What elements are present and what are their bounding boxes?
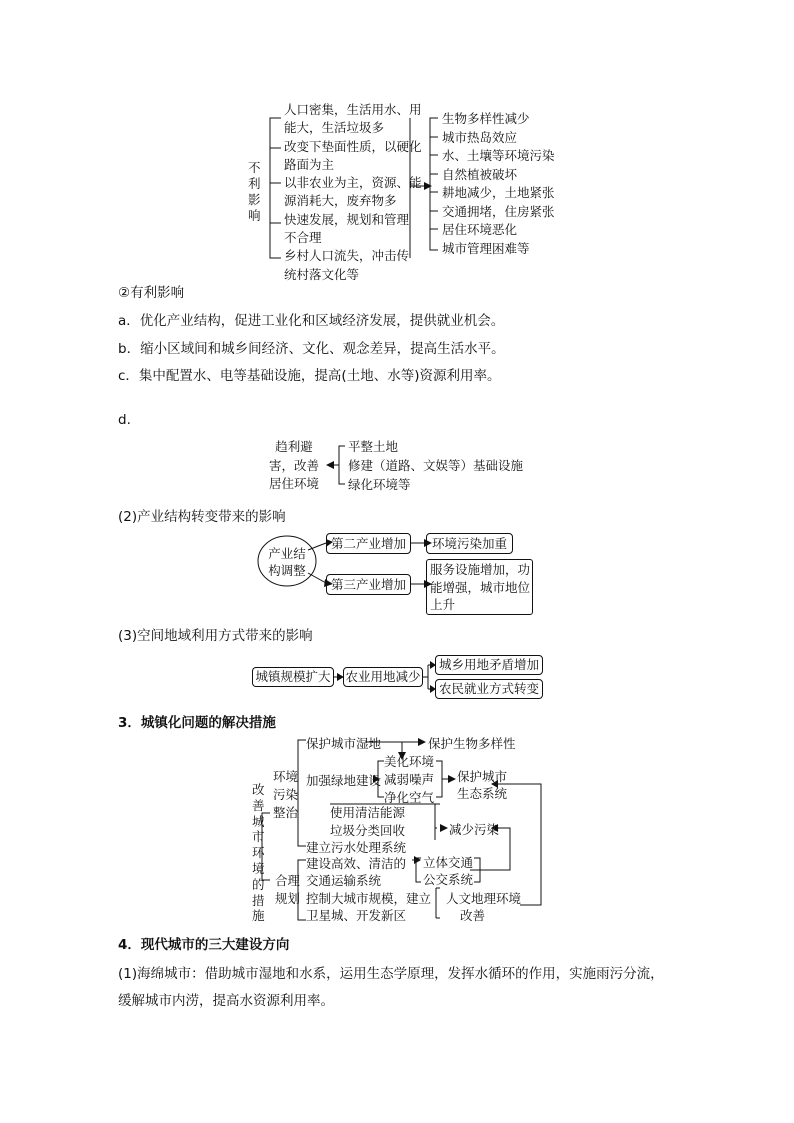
secondary-industry-box: 第二产业增加 (326, 533, 411, 554)
green-effects: 美化环境 减弱噪声 净化空气 (384, 754, 435, 805)
green-text: 加强绿地建设 (306, 773, 382, 788)
measures-root: 改 善 城 市 环 境 的 措 施 (252, 782, 265, 924)
modern-heading: 4．现代城市的三大建设方向 (118, 937, 290, 953)
positive-item-c: c．集中配置水、电等基础设施，提高(土地、水等)资源利用率。 (118, 368, 501, 384)
d-right-text: 平整土地 修建（道路、文娱等）基础设施 绿化环境等 (348, 439, 524, 492)
positive-item-b: b．缩小区域间和城乡间经济、文化、观念差异，提高生活水平。 (118, 341, 505, 357)
clean-texts: 使用清洁能源 垃圾分类回收 (330, 805, 406, 838)
city-control-text: 控制大城市规模，建立 卫星城、开发新区 (306, 891, 432, 923)
positive-heading: ②有利影响 (118, 285, 185, 301)
traffic-types: 立体交通 公交系统 (423, 855, 474, 887)
wetland-text: 保护城市湿地 (306, 736, 382, 751)
env-pollution-label: 环境 污染 整治 (273, 769, 299, 820)
urban-expand-box: 城镇规模扩大 (252, 667, 334, 687)
reduce-pollution-text: 减少污染 (449, 822, 500, 837)
positive-item-d-label: d. (118, 412, 131, 428)
industry-center: 产业结 构调整 (268, 546, 306, 578)
traffic-text: 建设高效、清洁的 交通运输系统 (306, 856, 407, 888)
sponge-city-paragraph: (1)海绵城市：借助城市湿地和水系，运用生态学原理，发挥水循环的作用，实施雨污分流， 缓解城市内涝，提高水资源利用率。 (118, 966, 664, 1009)
positive-item-a: a．优化产业结构，促进工业化和区域经济发展，提供就业机会。 (118, 313, 505, 329)
d-left-text: 趋利避 害，改善 居住环境 (268, 439, 319, 491)
biodiversity-text: 保护生物多样性 (428, 736, 516, 751)
land-conflict-box: 城乡用地矛盾增加 (435, 655, 543, 675)
space-heading: (3)空间地域利用方式带来的影响 (118, 628, 313, 644)
sewage-text: 建立污水处理系统 (306, 840, 407, 855)
farmland-reduce-box: 农业用地减少 (343, 667, 423, 687)
pollution-box: 环境污染加重 (426, 533, 513, 554)
eco-text: 保护城市 生态系统 (457, 769, 508, 801)
neg-side-label: 不 利 影 响 (248, 160, 261, 223)
service-box: 服务设施增加，功 能增强，城市地位 上升 (426, 559, 533, 615)
neg-effects: 生物多样性减少 城市热岛效应 水、土壤等环境污染 自然植被破坏 耕地减少，土地紧张 交通拥堵，住房紧张 居住环境恶化 城市管理困难等 (442, 111, 555, 256)
measures-heading: 3．城镇化问题的解决措施 (118, 715, 276, 731)
tertiary-industry-box: 第三产业增加 (326, 574, 411, 595)
industry-heading: (2)产业结构转变带来的影响 (118, 509, 286, 525)
human-env-text: 人文地理环境 改善 (446, 891, 522, 923)
planning-label: 合理 规划 (275, 873, 301, 906)
neg-causes: 人口密集，生活用水、用 能大，生活垃圾多 改变下垫面性质，以硬化 路面为主 以非农业为主，资源、能 源消耗大，废弃物多 快速发展，规划和管理 不合理 乡村人口流失，冲击传 统村落文化等 (284, 102, 422, 282)
employment-change-box: 农民就业方式转变 (435, 679, 543, 699)
